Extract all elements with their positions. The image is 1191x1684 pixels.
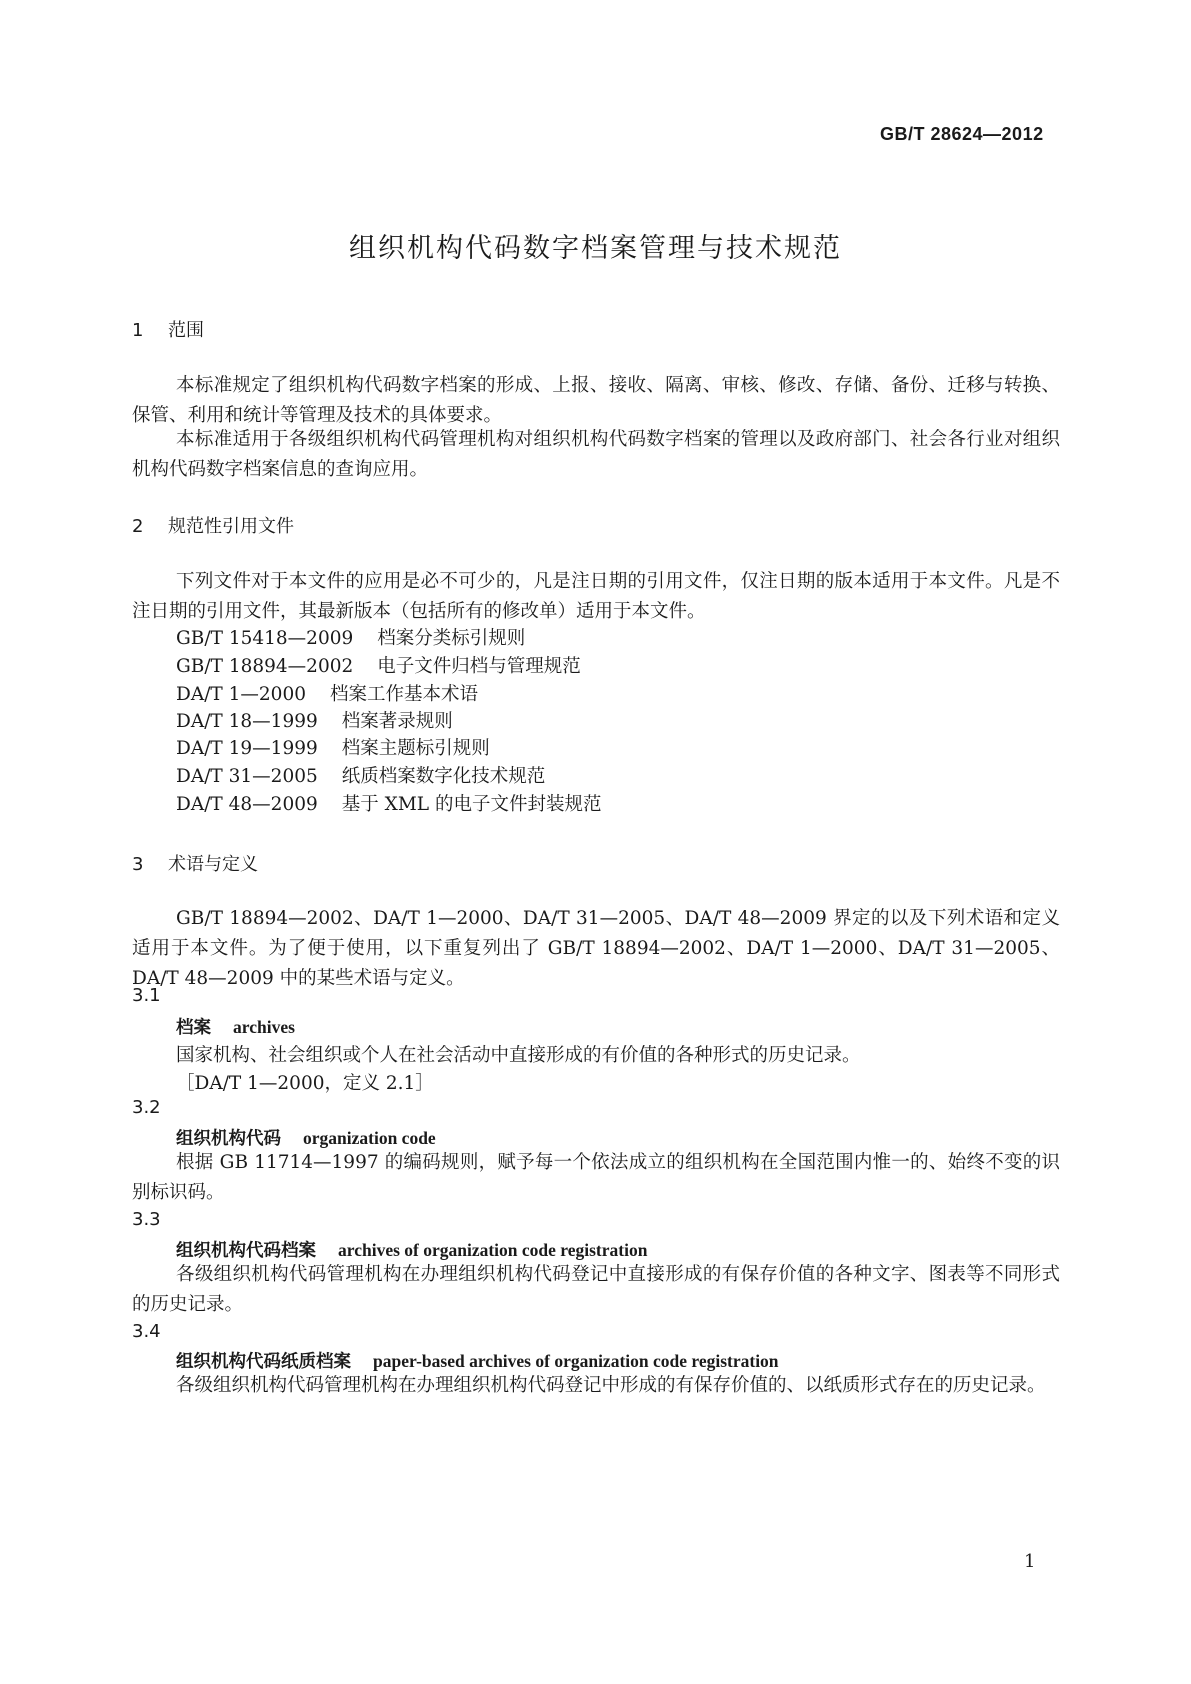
reference-item — [176, 790, 601, 816]
reference-code: DA/T 18—1999 — [176, 711, 318, 732]
term-number: 3.1 — [132, 985, 161, 1006]
section-number: 3 — [132, 854, 144, 875]
section-heading — [132, 512, 294, 538]
term-en: paper-based archives of organization code registration — [373, 1351, 779, 1371]
reference-item — [176, 734, 490, 760]
term-entry — [176, 1014, 295, 1039]
term-entry — [176, 1348, 779, 1373]
reference-title: 档案著录规则 — [341, 711, 453, 732]
section-title: 术语与定义 — [168, 854, 258, 875]
reference-code: DA/T 48—2009 — [176, 794, 318, 815]
term-number: 3.3 — [132, 1209, 161, 1230]
section-number: 2 — [132, 516, 144, 537]
reference-title: 档案分类标引规则 — [377, 628, 526, 649]
section-heading — [132, 316, 204, 342]
term-definition: 国家机构、社会组织或个人在社会活动中直接形成的有价值的各种形式的历史记录。 — [176, 1045, 861, 1066]
document-title: 组织机构代码数字档案管理与技术规范 — [349, 233, 842, 264]
reference-item — [176, 652, 581, 678]
reference-code: GB/T 15418—2009 — [176, 628, 354, 649]
term-zh: 档案 — [176, 1018, 211, 1038]
reference-title: 档案主题标引规则 — [341, 738, 490, 759]
term-definition: 各级组织机构代码管理机构在办理组织机构代码登记中形成的有保存价值的、以纸质形式存在的历史记录。 — [176, 1375, 1046, 1396]
paragraph: 本标准适用于各级组织机构代码管理机构对组织机构代码数字档案的管理以及政府部门、社会各行业对组织机构代码数字档案信息的查询应用。 — [132, 429, 1060, 480]
term-zh: 组织机构代码档案 — [176, 1241, 316, 1261]
reference-item — [176, 680, 478, 706]
term-zh: 组织机构代码 — [176, 1129, 281, 1149]
reference-code: DA/T 31—2005 — [176, 766, 318, 787]
reference-title: 基于 XML 的电子文件封装规范 — [341, 794, 602, 815]
reference-title: 档案工作基本术语 — [330, 684, 479, 705]
reference-title: 纸质档案数字化技术规范 — [341, 766, 546, 787]
reference-code: DA/T 1—2000 — [176, 684, 306, 705]
term-en: archives — [233, 1017, 295, 1037]
paragraph: 本标准规定了组织机构代码数字档案的形成、上报、接收、隔离、审核、修改、存储、备份、迁移与转换、保管、利用和统计等管理及技术的具体要求。 — [132, 375, 1060, 426]
term-definition: 根据 GB 11714—1997 的编码规则，赋予每一个依法成立的组织机构在全国范围内惟一的、始终不变的识别标识码。 — [132, 1152, 1060, 1203]
term-number: 3.4 — [132, 1321, 161, 1342]
term-entry — [176, 1237, 647, 1262]
term-entry — [176, 1125, 436, 1150]
section-title: 范围 — [168, 320, 204, 341]
reference-title: 电子文件归档与管理规范 — [377, 656, 581, 677]
term-en: archives of organization code registration — [338, 1240, 648, 1260]
reference-item — [176, 624, 525, 650]
section-title: 规范性引用文件 — [168, 516, 294, 537]
standard-code: GB/T 28624—2012 — [880, 124, 1044, 144]
term-source: ［DA/T 1—2000，定义 2.1］ — [176, 1073, 434, 1094]
reference-code: DA/T 19—1999 — [176, 738, 318, 759]
term-definition: 各级组织机构代码管理机构在办理组织机构代码登记中直接形成的有保存价值的各种文字、图表等不同形式的历史记录。 — [132, 1264, 1060, 1315]
term-number: 3.2 — [132, 1097, 161, 1118]
section-heading — [132, 850, 258, 876]
page-number: 1 — [1024, 1551, 1036, 1572]
paragraph: GB/T 18894—2002、DA/T 1—2000、DA/T 31—2005、DA/T 48—2009 界定的以及下列术语和定义适用于本文件。为了便于使用，以下重复列出了 GB/T 18894—2002、DA/T 1—2000、DA/T 31—2005、DA/T 48—2009 中的某些术语与定义。 — [132, 908, 1060, 989]
term-en: organization code — [303, 1128, 436, 1148]
reference-item — [176, 707, 453, 733]
paragraph: 下列文件对于本文件的应用是必不可少的，凡是注日期的引用文件，仅注日期的版本适用于本文件。凡是不注日期的引用文件，其最新版本（包括所有的修改单）适用于本文件。 — [132, 571, 1060, 622]
term-zh: 组织机构代码纸质档案 — [176, 1352, 351, 1372]
reference-code: GB/T 18894—2002 — [176, 656, 354, 677]
reference-item — [176, 762, 545, 788]
section-number: 1 — [132, 320, 144, 341]
